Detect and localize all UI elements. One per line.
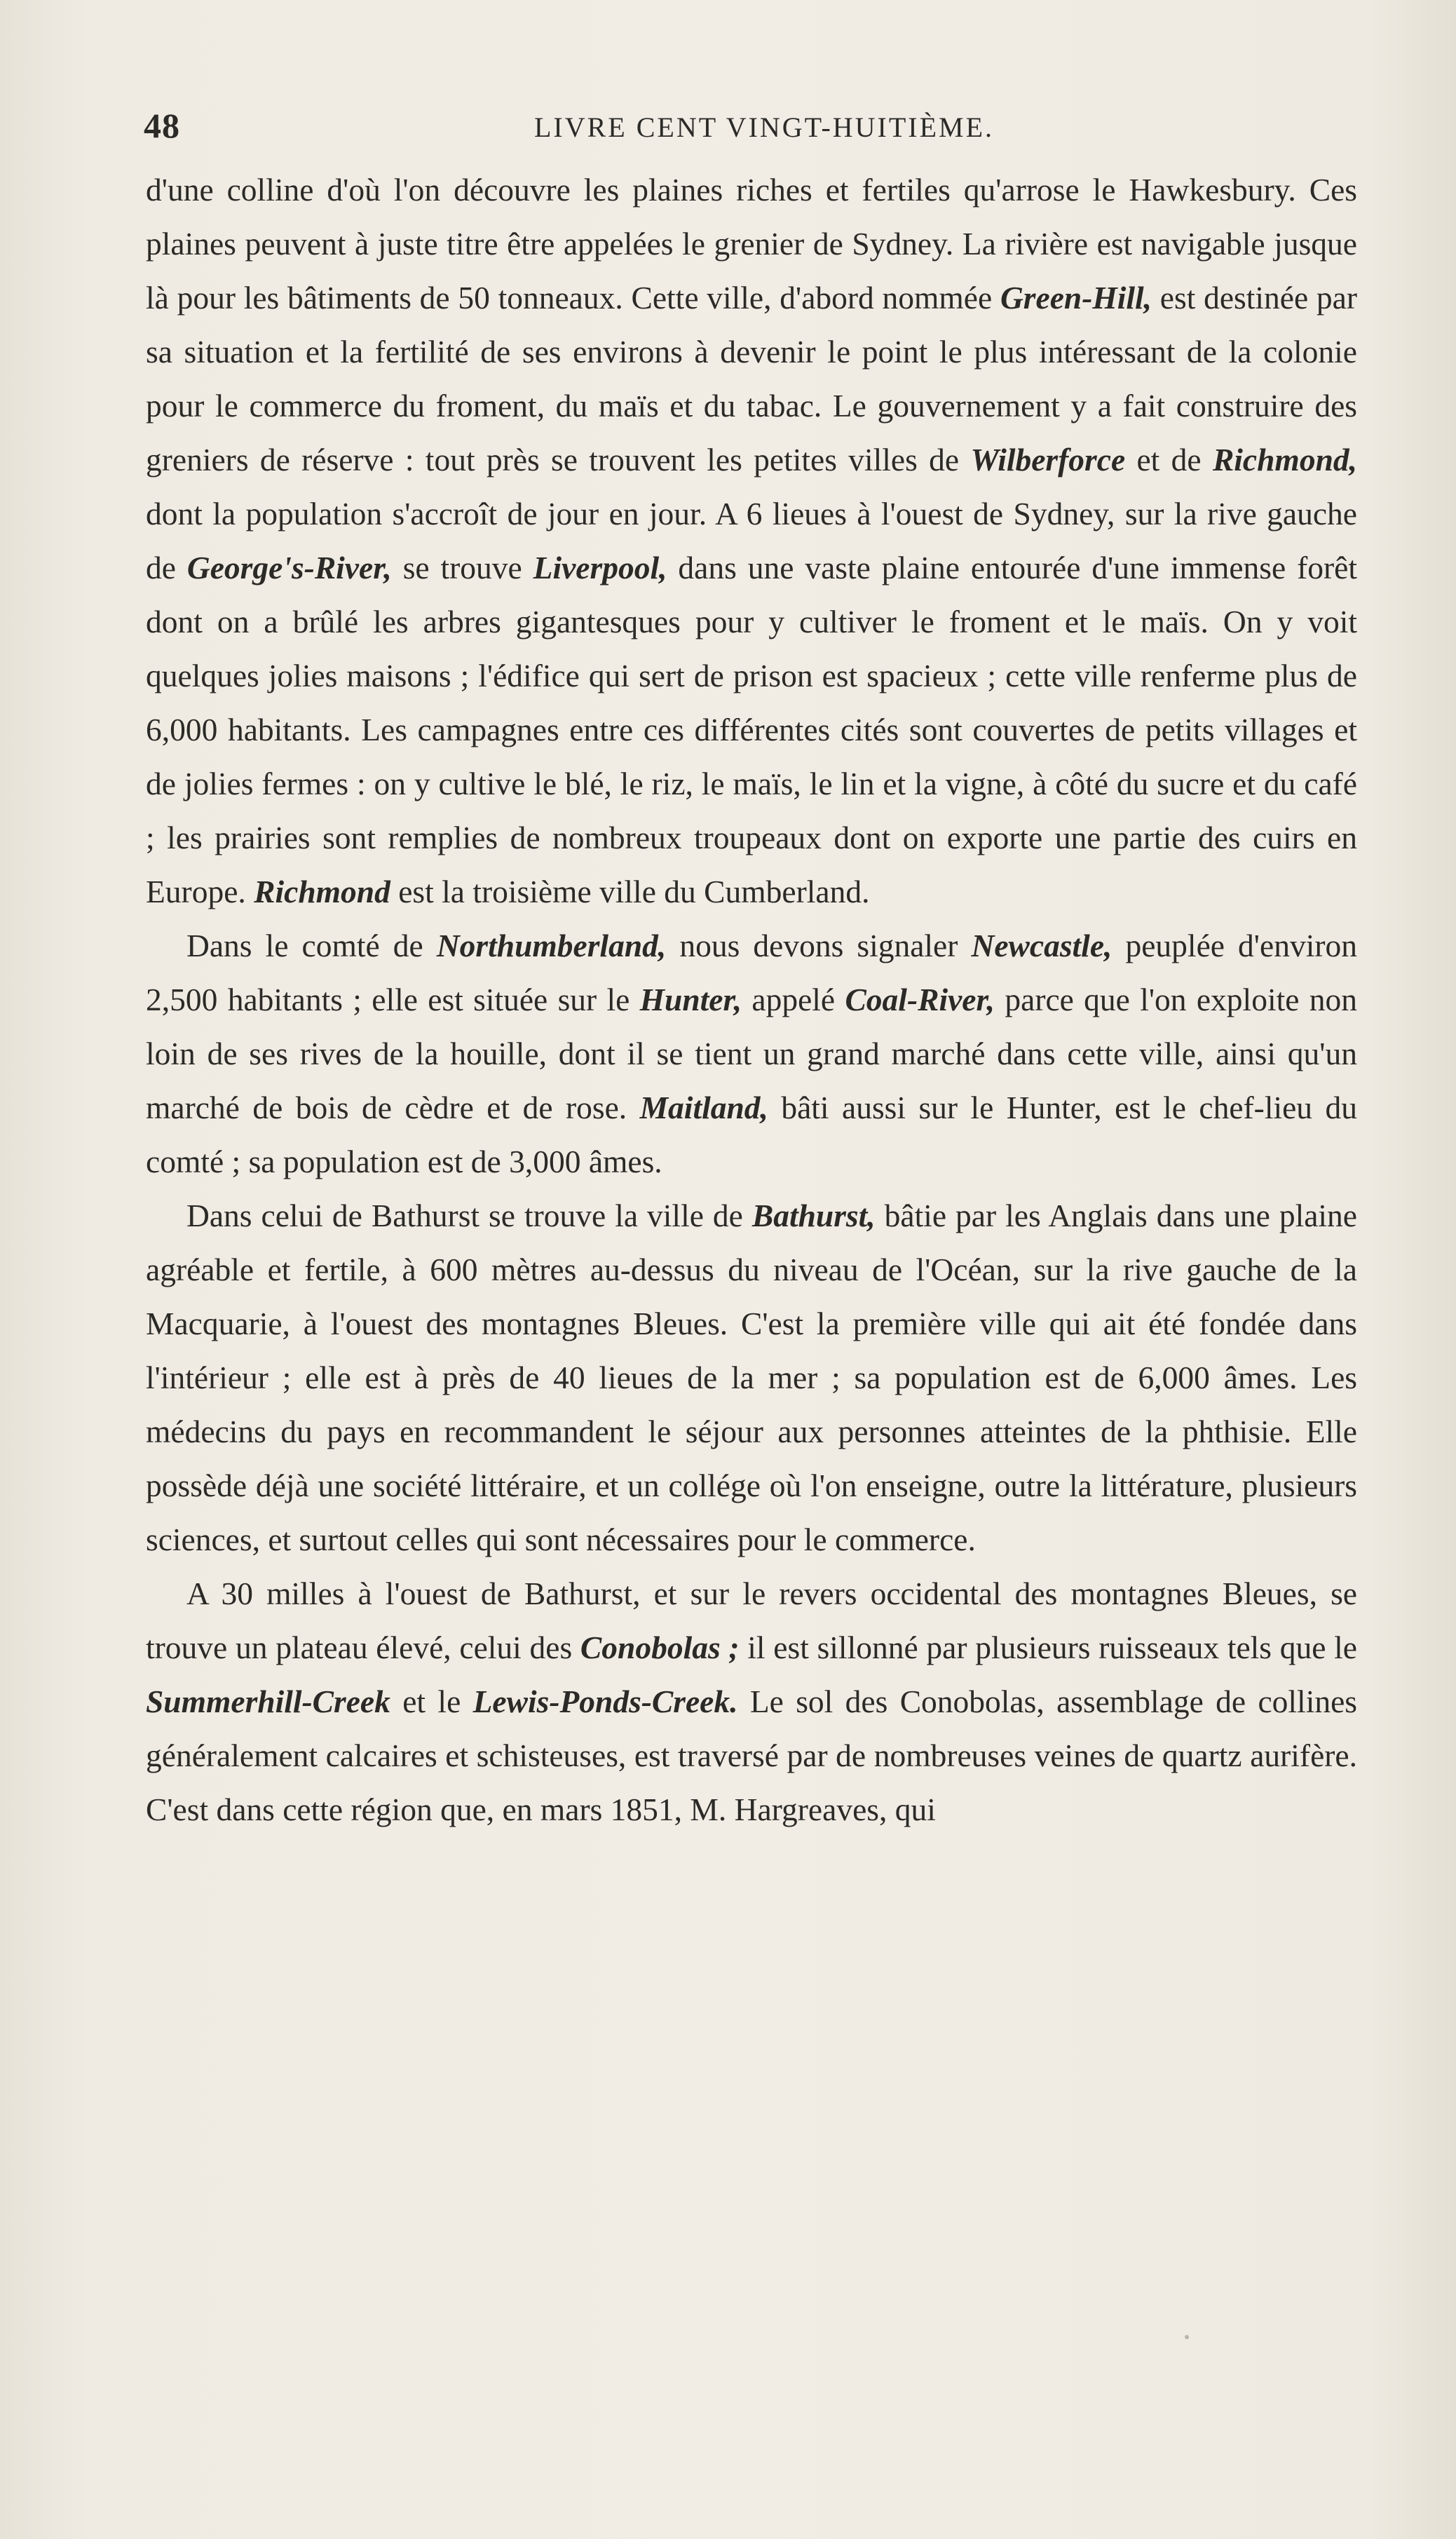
page-header [144,105,1356,147]
place-name: Green-Hill, [1000,280,1152,316]
place-name: Richmond [254,874,390,909]
paragraph-3: Dans celui de Bathurst se trouve la ville de Bathurst, bâtie par les Anglais dans une plaine agréable et fertile, à 600 mètres au-dessus du niveau de l'Océan, sur la rive gauche de la Macquarie, à l'ouest des montagnes Bleues. C'est la première ville qui ait été fondée dans l'intérieur ; elle est à près de 40 lieues de la mer ; sa population est de 6,000 âmes. Les médecins du pays en recommandent le séjour aux personnes atteintes de la phthisie. Elle possède déjà une société littéraire, et un collége où l'on enseigne, outre la littérature, plusieurs sciences, et surtout celles qui sont nécessaires pour le commerce. [146,1198,1357,1557]
page-number: 48 [144,106,180,145]
place-name: Newcastle, [971,928,1113,963]
place-name: Lewis-Ponds-Creek. [472,1684,738,1719]
paragraph-2: Dans le comté de Northumberland, nous devons signaler Newcastle, peuplée d'environ 2,500 habitants ; elle est située sur le Hunter, appelé Coal-River, parce que l'on exploite non loin de ses rives de la houille, dont il se tient un grand marché dans cette ville, ainsi qu'un marché de bois de cèdre et de rose. Maitland, bâti aussi sur le Hunter, est le chef-lieu du comté ; sa population est de 3,000 âmes. [146,928,1357,1179]
paper-speck [1185,2335,1189,2339]
paragraph-4: A 30 milles à l'ouest de Bathurst, et sur le revers occidental des montagnes Bleues, se trouve un plateau élevé, celui des Conobolas ; il est sillonné par plusieurs ruisseaux tels que le Summerhill-Creek et le Lewis-Ponds-Creek. Le sol des Conobolas, assemblage de collines généralement calcaires et schisteuses, est traversé par de nombreuses veines de quartz aurifère. C'est dans cette région que, en mars 1851, M. Hargreaves, qui [146,1576,1357,1827]
place-name: Liverpool, [533,550,667,585]
body-text [146,163,1357,1836]
paragraph-1: d'une colline d'où l'on découvre les plaines riches et fertiles qu'arrose le Hawkesbury. Ces plaines peuvent à juste titre être appelées le grenier de Sydney. La rivière est navigable jusque là pour les bâtiments de 50 tonneaux. Cette ville, d'abord nommée Green-Hill, est destinée par sa situation et la fertilité de ses environs à devenir le point le plus intéressant de la colonie pour le commerce du froment, du maïs et du tabac. Le gouvernement y a fait construire des greniers de réserve : tout près se trouvent les petites villes de Wilberforce et de Richmond, dont la population s'accroît de jour en jour. A 6 lieues à l'ouest de Sydney, sur la rive gauche de George's-River, se trouve Liverpool, dans une vaste plaine entourée d'une immense forêt dont on a brûlé les arbres gigantesques pour y cultiver le froment et le maïs. On y voit quelques jolies maisons ; l'édifice qui sert de prison est spacieux ; cette ville renferme plus de 6,000 habitants. Les campagnes entre ces différentes cités sont couvertes de petits villages et de jolies fermes : on y cultive le blé, le riz, le maïs, le lin et la vigne, à côté du sucre et du café ; les prairies sont remplies de nombreux troupeaux dont on exporte une partie des cuirs en Europe. Richmond est la troisième ville du Cumberland. [146,172,1358,909]
place-name: Wilberforce [970,442,1126,478]
place-name: Northumberland, [436,928,667,963]
running-head: LIVRE CENT VINGT-HUITIÈME. [533,111,995,143]
place-name: Summerhill-Creek [146,1684,390,1719]
place-name: Hunter, [639,982,742,1017]
place-name: Bathurst, [751,1198,876,1233]
place-name: Maitland, [639,1090,768,1125]
place-name: Coal-River, [845,982,995,1017]
place-name: George's-River, [186,550,392,585]
place-name: Richmond, [1212,442,1357,478]
place-name: Conobolas ; [580,1630,740,1665]
